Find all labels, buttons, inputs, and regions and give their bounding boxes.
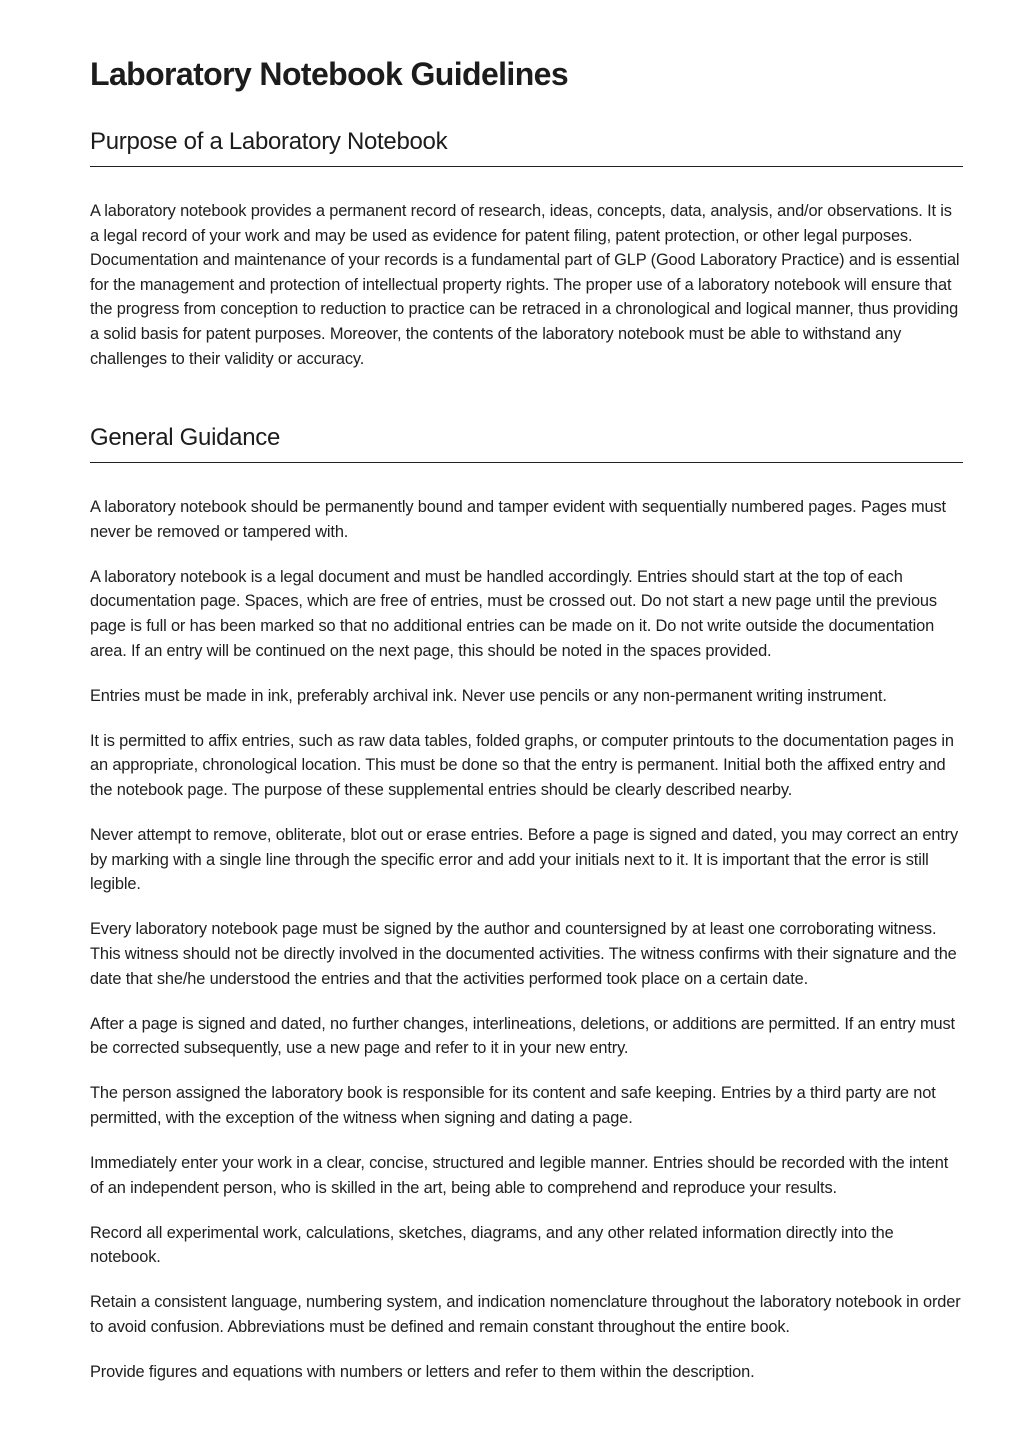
section-general-guidance xyxy=(90,422,963,1385)
section-purpose xyxy=(90,126,963,371)
paragraph: A laboratory notebook provides a permanent record of research, ideas, concepts, data, analysis, and/or observations. It is a legal record of your work and may be used as evidence for patent filing, patent protection, or other legal purposes. Documentation and maintenance of your records is a fundamental part of GLP (Good Laboratory Practice) and is essential for the management and protection of intellectual property rights. The proper use of a laboratory notebook will ensure that the progress from conception to reduction to practice can be retraced in a chronological and logical manner, thus providing a solid basis for patent purposes. Moreover, the contents of the laboratory notebook must be able to withstand any challenges to their validity or accuracy. xyxy=(90,202,960,368)
paragraph: Record all experimental work, calculations, sketches, diagrams, and any other related information directly into the notebook. xyxy=(90,1223,894,1267)
paragraph: Provide figures and equations with numbers or letters and refer to them within the description. xyxy=(90,1363,755,1382)
paragraph: It is permitted to affix entries, such as raw data tables, folded graphs, or computer printouts to the documentation pages in an appropriate, chronological location. This must be done so that the entry is permanent. Initial both the affixed entry and the notebook page. The purpose of these supplemental entries should be clearly described nearby. xyxy=(90,731,954,799)
paragraph: A laboratory notebook is a legal document and must be handled accordingly. Entries should start at the top of each documentation page. Spaces, which are free of entries, must be crossed out. Do not start a new page until the previous page is full or has been marked so that no additional entries can be made on it. Do not write outside the documentation area. If an entry will be continued on the next page, this should be noted in the spaces provided. xyxy=(90,567,937,660)
paragraph: Retain a consistent language, numbering system, and indication nomenclature throughout the laboratory notebook in order to avoid confusion. Abbreviations must be defined and remain constant throughout the entire book. xyxy=(90,1293,961,1336)
paragraph: Entries must be made in ink, preferably archival ink. Never use pencils or any non-permanent writing instrument. xyxy=(90,686,887,705)
section-body xyxy=(90,495,963,1385)
paragraph: Immediately enter your work in a clear, concise, structured and legible manner. Entries should be recorded with the intent of an independent person, who is skilled in the art, being able to comprehend and reproduce your results. xyxy=(90,1154,949,1197)
paragraph: After a page is signed and dated, no further changes, interlineations, deletions, or additions are permitted. If an entry must be corrected subsequently, use a new page and refer to it in your new entry. xyxy=(90,1014,955,1058)
section-heading: Purpose of a Laboratory Notebook xyxy=(90,126,963,167)
paragraph: Never attempt to remove, obliterate, blot out or erase entries. Before a page is signed and dated, you may correct an entry by marking with a single line through the specific error and add your initials next to it. It is important that the error is still legible. xyxy=(90,826,959,894)
section-heading: General Guidance xyxy=(90,422,963,463)
paragraph: The person assigned the laboratory book is responsible for its content and safe keeping. Entries by a third party are not permitted, with the exception of the witness when signing and dating a page. xyxy=(90,1084,936,1127)
section-body xyxy=(90,199,963,371)
paragraph: A laboratory notebook should be permanently bound and tamper evident with sequentially numbered pages. Pages must never be removed or tampered with. xyxy=(90,498,946,541)
document-title: Laboratory Notebook Guidelines xyxy=(90,56,569,92)
paragraph: Every laboratory notebook page must be signed by the author and countersigned by at least one corroborating witness. This witness should not be directly involved in the documented activities. The witness confirms with their signature and the date that she/he understood the entries and that the activities performed took place on a certain date. xyxy=(90,920,957,988)
